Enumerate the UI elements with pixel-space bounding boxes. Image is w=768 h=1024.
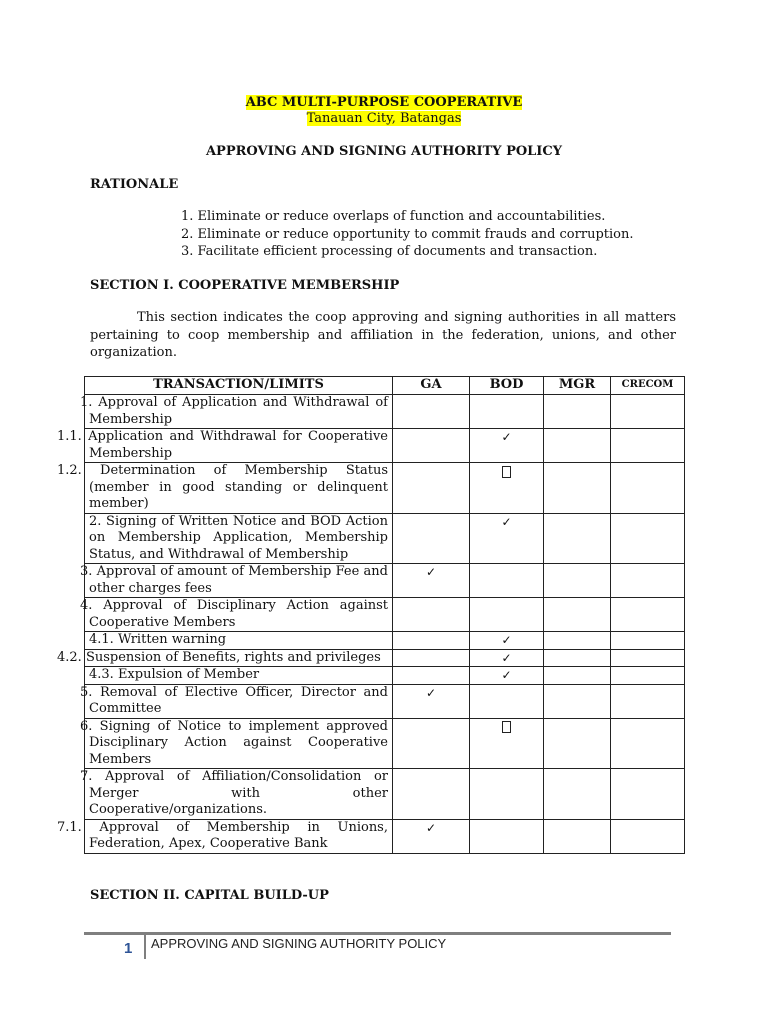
section-2-heading: SECTION II. CAPITAL BUILD-UP: [90, 888, 329, 903]
table-row: [85, 649, 685, 667]
table-row: [85, 429, 685, 463]
crecom-cell: [611, 564, 685, 598]
ga-cell: [393, 513, 470, 564]
ga-cell: [393, 463, 470, 514]
crecom-cell: [611, 598, 685, 632]
bod-cell: [470, 598, 544, 632]
transaction-cell: 5. Removal of Elective Officer, Director and Committee: [85, 684, 393, 718]
transaction-cell: 6. Signing of Notice to implement approved Disciplinary Action against Cooperative Members: [85, 718, 393, 769]
organization-city-text: Tanauan City, Batangas: [306, 111, 462, 126]
ga-cell: [393, 718, 470, 769]
page-number: 1: [124, 940, 133, 957]
mgr-cell: [544, 395, 611, 429]
crecom-cell: [611, 718, 685, 769]
bod-cell: [470, 649, 544, 667]
column-header-crecom: CRECOM: [611, 377, 685, 395]
rationale-item: 2. Eliminate or reduce opportunity to commit frauds and corruption.: [181, 226, 634, 242]
bod-cell: [470, 632, 544, 650]
authority-table: [57, 376, 685, 854]
crecom-cell: [611, 667, 685, 685]
crecom-cell: [611, 649, 685, 667]
mgr-cell: [544, 684, 611, 718]
empty-box-icon: [502, 466, 511, 478]
mgr-cell: [544, 667, 611, 685]
ga-cell: [393, 395, 470, 429]
crecom-cell: [611, 429, 685, 463]
transaction-cell: 7. Approval of Affiliation/Consolidation or Merger with other Cooperative/organizations.: [85, 769, 393, 820]
crecom-cell: [611, 769, 685, 820]
transaction-cell: 1.2. Determination of Membership Status (member in good standing or delinquent member): [85, 463, 393, 514]
column-header-ga: GA: [393, 377, 470, 395]
check-mark-icon: ✓: [501, 430, 512, 444]
crecom-cell: [611, 513, 685, 564]
bod-cell: [470, 718, 544, 769]
table-row: [85, 598, 685, 632]
mgr-cell: [544, 718, 611, 769]
table-header-row: [85, 377, 685, 395]
ga-cell: [393, 769, 470, 820]
column-header-mgr: MGR: [544, 377, 611, 395]
crecom-cell: [611, 463, 685, 514]
rationale-heading: RATIONALE: [90, 177, 179, 192]
mgr-cell: [544, 513, 611, 564]
column-header-bod: BOD: [470, 377, 544, 395]
check-mark-icon: ✓: [425, 565, 437, 579]
bod-cell: [470, 429, 544, 463]
ga-cell: [393, 429, 470, 463]
crecom-cell: [611, 632, 685, 650]
footer-title: APPROVING AND SIGNING AUTHORITY POLICY: [151, 936, 447, 951]
mgr-cell: [544, 429, 611, 463]
crecom-cell: [611, 819, 685, 853]
bod-cell: [470, 684, 544, 718]
policy-title: APPROVING AND SIGNING AUTHORITY POLICY: [205, 144, 563, 159]
section-1-heading: SECTION I. COOPERATIVE MEMBERSHIP: [90, 278, 400, 293]
footer-rule: [84, 932, 671, 935]
check-mark-icon: ✓: [501, 668, 512, 682]
table-row: [85, 769, 685, 820]
bod-cell: [470, 667, 544, 685]
table-row: [85, 718, 685, 769]
footer-separator: [144, 935, 146, 959]
transaction-cell: 3. Approval of amount of Membership Fee and other charges fees: [85, 564, 393, 598]
section-1-intro: This section indicates the coop approving and signing authorities in all matters pertaining to coop membership and affiliation in the federation, unions, and other organization.: [90, 310, 676, 360]
ga-cell: [393, 819, 470, 853]
table-row: [85, 463, 685, 514]
transaction-cell: 1.1. Application and Withdrawal for Cooperative Membership: [85, 429, 393, 463]
organization-name-text: ABC MULTI-PURPOSE COOPERATIVE: [245, 95, 523, 110]
transaction-cell: 4. Approval of Disciplinary Action against Cooperative Members: [85, 598, 393, 632]
bod-cell: [470, 395, 544, 429]
mgr-cell: [544, 632, 611, 650]
mgr-cell: [544, 564, 611, 598]
ga-cell: [393, 564, 470, 598]
mgr-cell: [544, 463, 611, 514]
transaction-cell: 4.2. Suspension of Benefits, rights and privileges: [85, 649, 393, 667]
organization-city: [0, 110, 768, 127]
check-mark-icon: ✓: [425, 820, 437, 835]
table-row: [85, 632, 685, 650]
table-row: [85, 819, 685, 853]
rationale-list: [181, 208, 633, 261]
bod-cell: [470, 513, 544, 564]
table-row: [85, 564, 685, 598]
transaction-cell: 7.1. Approval of Membership in Unions, Federation, Apex, Cooperative Bank: [85, 819, 393, 853]
table-body: [57, 395, 685, 854]
table-row: [85, 667, 685, 685]
transaction-cell: 2. Signing of Written Notice and BOD Action on Membership Application, Membership Status, and Withdrawal of Membership: [85, 513, 393, 564]
rationale-item: 1. Eliminate or reduce overlaps of function and accountabilities.: [181, 209, 606, 224]
crecom-cell: [611, 395, 685, 429]
rationale-item: 3. Facilitate efficient processing of documents and transaction.: [181, 244, 598, 259]
bod-cell: [470, 819, 544, 853]
check-mark-icon: ✓: [501, 514, 512, 529]
table-row: [85, 395, 685, 429]
ga-cell: [393, 598, 470, 632]
mgr-cell: [544, 769, 611, 820]
ga-cell: [393, 649, 470, 667]
transaction-cell: 4.3. Expulsion of Member: [85, 667, 393, 685]
crecom-cell: [611, 684, 685, 718]
ga-cell: [393, 667, 470, 685]
check-mark-icon: ✓: [425, 685, 437, 700]
ga-cell: [393, 632, 470, 650]
mgr-cell: [544, 819, 611, 853]
bod-cell: [470, 564, 544, 598]
check-mark-icon: ✓: [501, 633, 512, 647]
transaction-cell: 1. Approval of Application and Withdrawal of Membership: [85, 395, 393, 429]
empty-box-icon: [502, 721, 511, 733]
ga-cell: [393, 684, 470, 718]
table-row: [85, 513, 685, 564]
check-mark-icon: ✓: [501, 650, 512, 665]
bod-cell: [470, 769, 544, 820]
column-header-transaction: TRANSACTION/LIMITS: [85, 377, 393, 395]
bod-cell: [470, 463, 544, 514]
mgr-cell: [544, 649, 611, 667]
organization-name: [0, 94, 768, 111]
transaction-cell: 4.1. Written warning: [85, 632, 393, 650]
mgr-cell: [544, 598, 611, 632]
table-row: [85, 684, 685, 718]
